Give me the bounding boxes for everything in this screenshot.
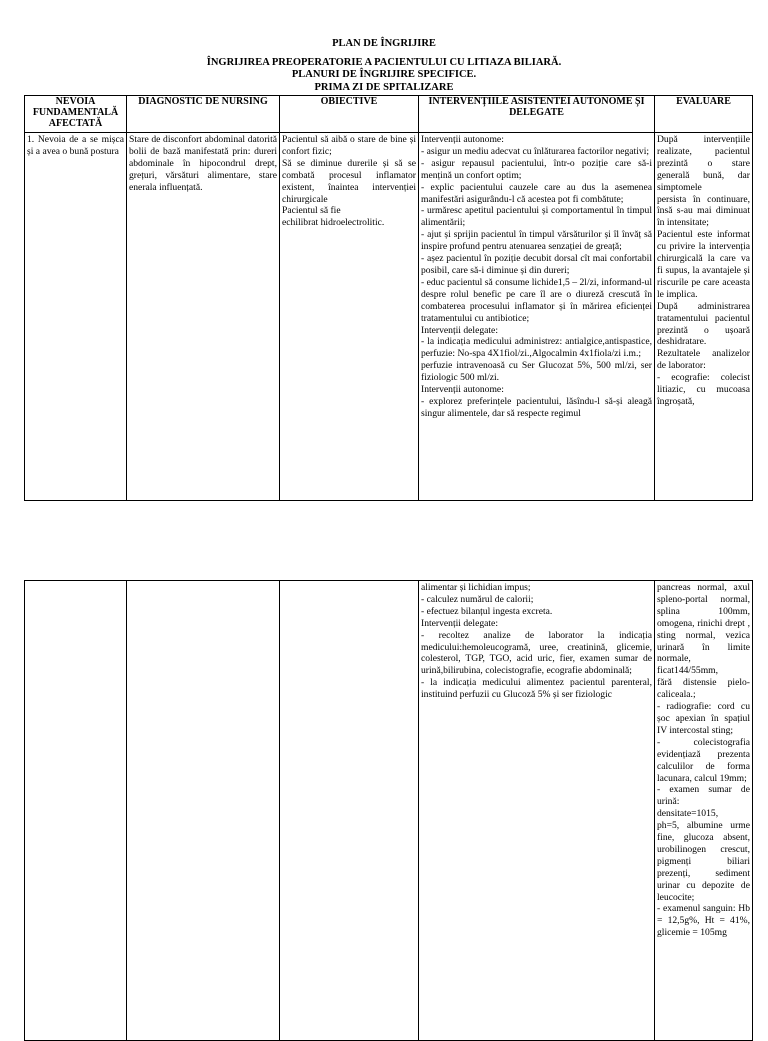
- intervention-item: Intervenții autonome:: [421, 384, 504, 396]
- intervention-item: - ajut și sprijin pacientul în timpul vărsăturilor și îl învăț să inspire profund pentru atenuarea senzației de greață;: [421, 229, 652, 253]
- diagnosis-cell-empty: [127, 581, 280, 1041]
- need-cell: 1. Nevoia de a se mișca și a avea o bună postura: [25, 133, 127, 501]
- intervention-item: - asigur un mediu adecvat cu înlăturarea factorilor negativi;: [421, 145, 650, 157]
- objective-item: Pacientul să fie: [282, 205, 341, 217]
- intervention-item: - explorez preferințele pacientului, lăsîndu-l să-și aleagă singur alimentele, dar să respecte regimul: [421, 395, 652, 419]
- interventions-cell: [419, 581, 655, 1041]
- evaluation-item: Rezultatele analizelor de laborator:: [657, 348, 750, 372]
- table-row: [25, 133, 753, 501]
- evaluation-item: pancreas normal, axul spleno-portal normal, splina 100mm, omogena, rinichi drept , sting normal, vezica urinară în limite normale,: [657, 582, 750, 665]
- intervention-item: Intervenții autonome:: [421, 134, 504, 145]
- evaluation-item: După intervențiile realizate, pacientul prezintă o stare generală bună, dar simptomele: [657, 134, 750, 193]
- intervention-item: - așez pacientul în poziție decubit dorsal cît mai confortabil posibil, care să-i diminue și din dureri;: [421, 253, 652, 276]
- care-plan-table-part1: [24, 95, 753, 501]
- evaluation-item: - ecografie: colecist litiazic, cu mucoasa îngroșată,: [657, 372, 750, 407]
- intervention-item: - efectuez bilanțul ingesta excreta.: [421, 605, 553, 617]
- evaluation-item: - colecistografia evidențiază prezenta calculilor de forma lacunara, calcul 19mm;: [657, 736, 750, 784]
- page-title: PLAN DE ÎNGRIJIRE: [332, 38, 436, 49]
- intervention-item: - la indicația medicului alimentez pacientul parenteral, instituind perfuzii cu Glucoză 5% și ser fiziologic: [421, 677, 652, 701]
- evaluation-item: fără distensie pielo-caliceala.;: [657, 677, 750, 701]
- diagnosis-cell: Stare de disconfort abdominal datorită bolii de bază manifestată prin: dureri abdominale în hipocondrul drept, grețuri, vărsături alimentare, stare enerala influențată.: [127, 133, 280, 501]
- table-row: [25, 581, 753, 1041]
- table-header-row: [25, 96, 753, 133]
- evaluation-cell: [655, 581, 753, 1041]
- evaluation-item: ph=5, albumine urme fine, glucoza absent, urobilinogen crescut, pigmenți biliari prezenți, sediment urinar cu depozite de leucocite;: [657, 820, 750, 903]
- intervention-item: - educ pacientul să consume lichide1,5 – 2l/zi, informand-ul despre rolul benefic pe care îl are o diureză crescută în combaterea procesului inflamator și în mărirea eficienței tratamentului cu antibiotice;: [421, 276, 652, 324]
- evaluation-cell: [655, 133, 753, 501]
- page-subtitle-3: PRIMA ZI DE SPITALIZARE: [314, 82, 454, 93]
- intervention-item: - la indicația medicului administrez: antialgice,antispastice, perfuzie: No-spa 4X1fiol/zi.,Algocalmin 4x1fiola/zi i.m.;: [421, 336, 652, 360]
- intervention-item: Intervenții delegate:: [421, 324, 498, 336]
- evaluation-item: - examenul sanguin: Hb = 12,5g%, Ht = 41%, glicemie = 105mg: [657, 903, 750, 939]
- objective-item: Să se diminue durerile și să se combată procesul inflamator existent, înaintea intervenției chirurgicale: [282, 157, 416, 205]
- evaluation-item: După administrarea tratamentului pacientul prezintă o ușoară deshidratare.: [657, 300, 750, 348]
- objectives-cell: [280, 133, 419, 501]
- column-header-interventions: INTERVENȚIILE ASISTENTEI AUTONOME ȘI DELEGATE: [419, 96, 655, 133]
- evaluation-item: ficat144/55mm,: [657, 665, 719, 677]
- evaluation-item: - radiografie: cord cu șoc apexian în spațiul IV intercostal sting;: [657, 701, 750, 736]
- intervention-item: perfuzie intravenoasă cu Ser Glucozat 5%, 500 ml/zi, ser fiziologic 500 ml/zi.: [421, 360, 652, 384]
- intervention-item: Intervenții delegate:: [421, 617, 498, 629]
- intervention-item: - calculez numărul de calorii;: [421, 593, 534, 605]
- objective-item: Pacientul să aibă o stare de bine și confort fizic;: [282, 134, 416, 157]
- evaluation-item: Pacientul este informat cu privire la intervenția chirurgicală la care va fi supus, la avantajele și riscurile pe care aceasta le implica.: [657, 229, 750, 300]
- objective-item: echilibrat hidroelectrolitic.: [282, 217, 385, 229]
- evaluation-item: - examen sumar de urină:: [657, 784, 750, 808]
- intervention-item: - asigur repausul pacientului, într-o poziție care să-i mențină un confort optim;: [421, 157, 652, 181]
- intervention-item: alimentar și lichidian impus;: [421, 582, 531, 593]
- intervention-item: - explic pacientului cauzele care au dus la asemenea manifestări asigurându-l că acestea pot fi combătute;: [421, 181, 652, 205]
- interventions-cell: [419, 133, 655, 501]
- column-header-evaluation: EVALUARE: [655, 96, 753, 133]
- objectives-cell-empty: [280, 581, 419, 1041]
- page-subtitle-1: ÎNGRIJIREA PREOPERATORIE A PACIENTULUI CU LITIAZA BILIARĂ.: [206, 57, 562, 68]
- evaluation-item: densitate=1015,: [657, 808, 719, 820]
- column-header-diagnosis: DIAGNOSTIC DE NURSING: [127, 96, 280, 133]
- column-header-objectives: OBIECTIVE: [280, 96, 419, 133]
- care-plan-table-part2: [24, 580, 753, 1041]
- column-header-need: NEVOIA FUNDAMENTALĂ AFECTATĂ: [25, 96, 127, 133]
- intervention-item: - recoltez analize de laborator la indicația medicului:hemoleucogramă, uree, creatinină, glicemie, colesterol, TGP, TGO, acid uric, fier, examen sumar de urină,bilirubina, colecistografie, ecografie abdominală;: [421, 629, 652, 677]
- evaluation-item: persista în continuare, însă s-au mai diminuat în intensitate;: [657, 193, 750, 229]
- need-cell-empty: [25, 581, 127, 1041]
- intervention-item: - urmăresc apetitul pacientului și comportamentul în timpul alimentării;: [421, 205, 652, 229]
- page-subtitle-2: PLANURI DE ÎNGRIJIRE SPECIFICE.: [291, 69, 477, 80]
